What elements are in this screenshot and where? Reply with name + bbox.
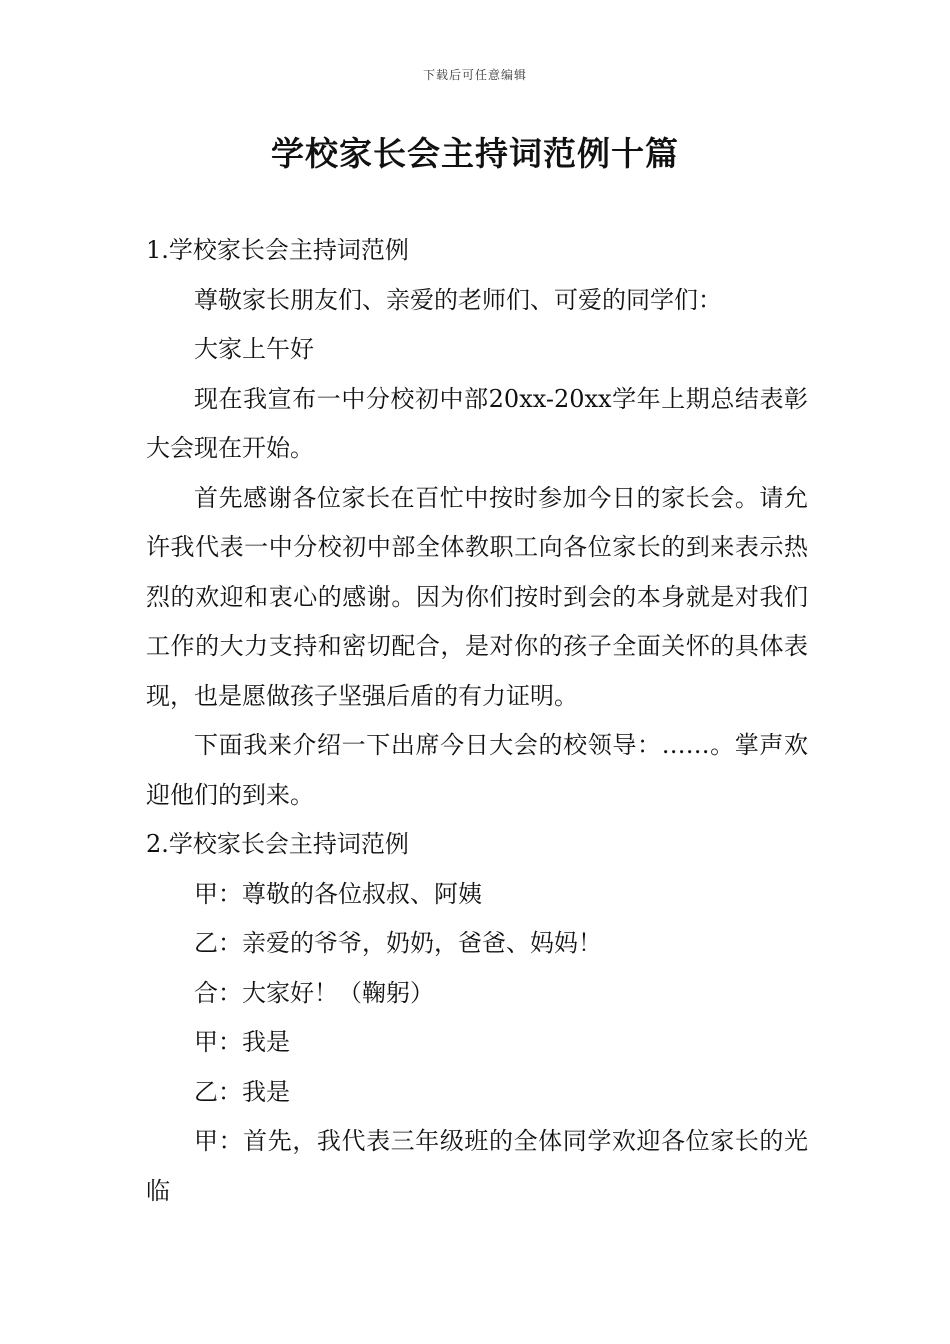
dialogue-line: 合：大家好！（鞠躬） [194,978,434,1007]
paragraph: 首先感谢各位家长在百忙中按时参加今日的家长会。请允许我代表一中分校初中部全体教职工向各位家长的到来表示热烈的欢迎和衷心的感谢。因为你们按时到会的本身就是对我们工作的大力支持和密切配合，是对你的孩子全面关怀的具体表现，也是愿做孩子坚强后盾的有力证明。 [146,483,808,710]
section-heading: 2.学校家长会主持词范例 [146,830,409,858]
dialogue-line: 甲：我是 [194,1028,290,1056]
paragraph: 尊敬家长朋友们、亲爱的老师们、可爱的同学们： [194,285,722,314]
section-heading: 1.学校家长会主持词范例 [146,236,409,264]
document-body [146,226,808,1216]
dialogue-line: 甲：尊敬的各位叔叔、阿姨 [194,879,482,908]
header-note: 下载后可任意编辑 [422,68,527,82]
dialogue-line: 乙：亲爱的爷爷，奶奶，爸爸、妈妈！ [194,929,602,957]
document-title: 学校家长会主持词范例十篇 [271,134,679,173]
dialogue-line: 乙：我是 [194,1077,290,1106]
paragraph: 下面我来介绍一下出席今日大会的校领导：……。掌声欢迎他们的到来。 [146,731,808,809]
paragraph: 现在我宣布一中分校初中部20xx-20xx学年上期总结表彰大会现在开始。 [146,384,808,462]
dialogue-line: 甲：首先，我代表三年级班的全体同学欢迎各位家长的光临 [146,1127,808,1205]
paragraph: 大家上午好 [194,335,314,363]
